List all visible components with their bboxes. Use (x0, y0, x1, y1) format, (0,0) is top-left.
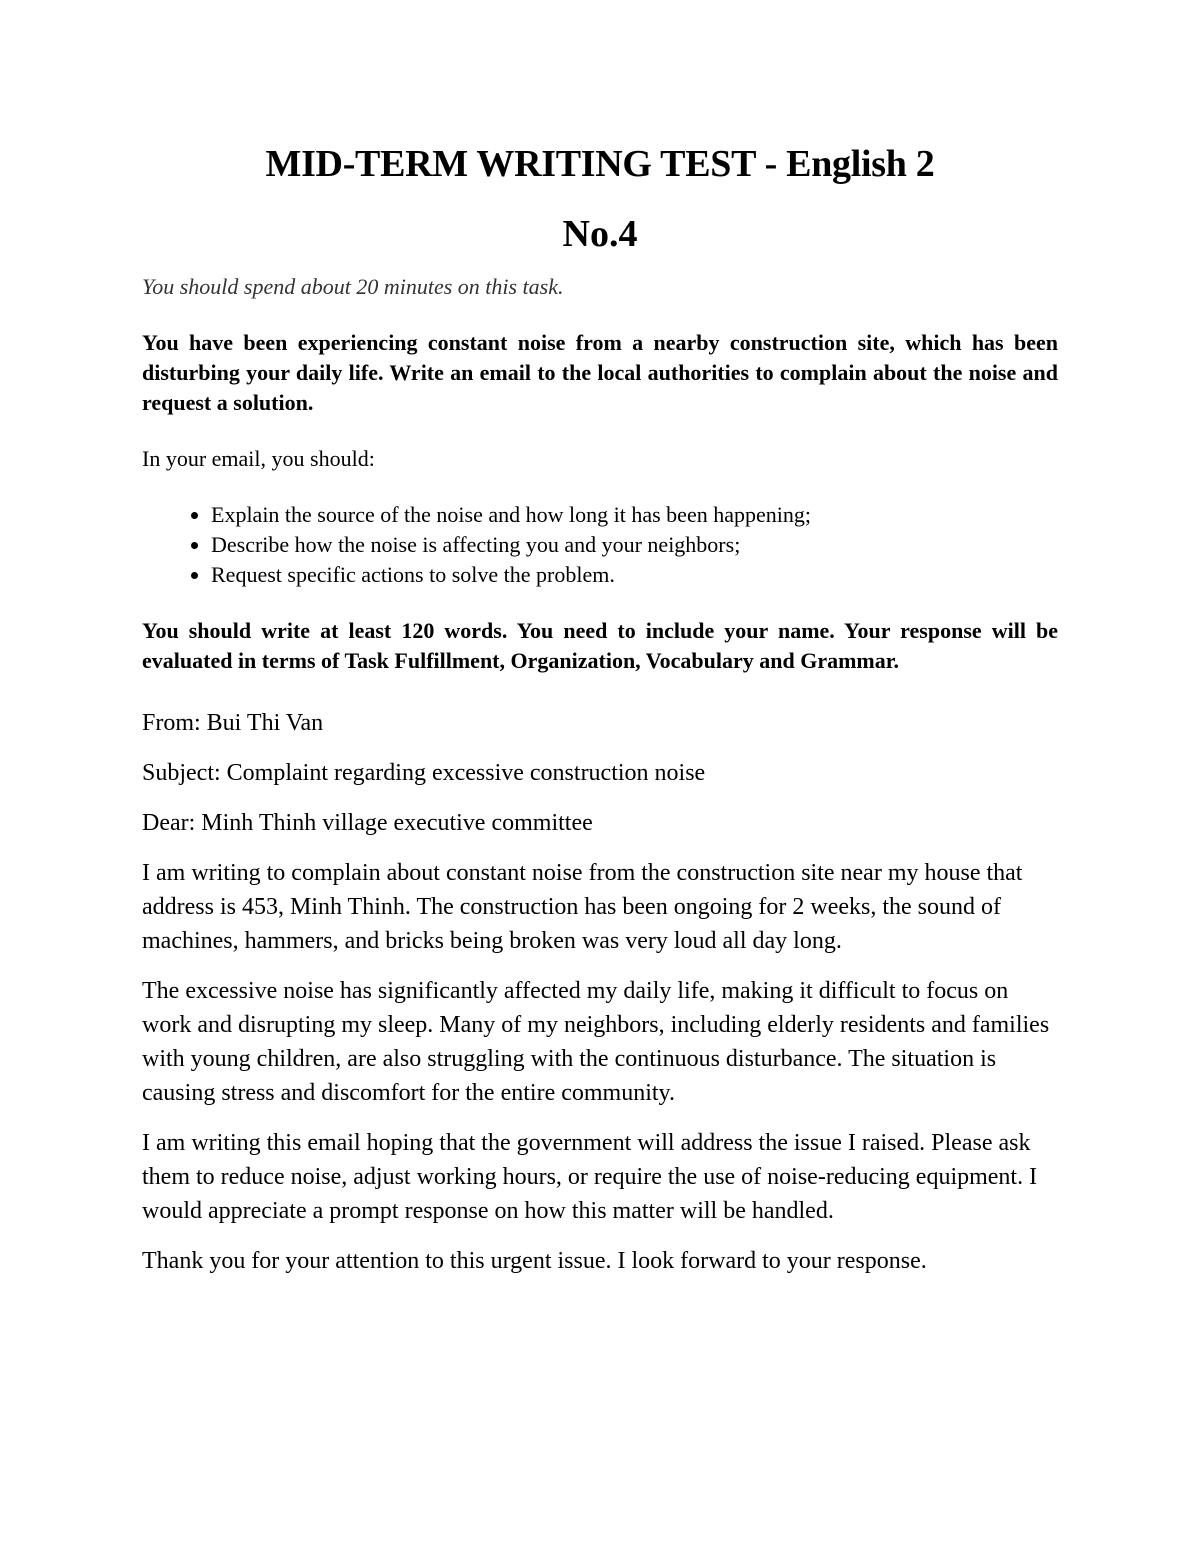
test-number: No.4 (562, 213, 638, 255)
list-item: • Explain the source of the noise and how long it has been happening; (211, 500, 1058, 530)
email-from: From: Bui Thi Van (142, 710, 324, 736)
task-points-list (142, 500, 1058, 590)
email-closing: Thank you for your attention to this urgent issue. I look forward to your response. (142, 1248, 927, 1274)
document-content (142, 140, 1058, 1294)
word-requirement: You should write at least 120 words. You need to include your name. Your response will be evaluated in terms of Task Fulfillment, Organization, Vocabulary and Grammar. (142, 618, 1058, 673)
email-subject: Subject: Complaint regarding excessive construction noise (142, 760, 706, 786)
list-item: • Request specific actions to solve the problem. (211, 560, 1058, 590)
task-prompt: You have been experiencing constant noise from a nearby construction site, which has been disturbing your daily life. Write an email to the local authorities to complain about the noise and request a solution. (142, 330, 1058, 415)
email-paragraph: I am writing this email hoping that the government will address the issue I raised. Please ask them to reduce noise, adjust working hours, or require the use of noise-reducing equipment. I would appreciate a prompt response on how this matter will be handled. (142, 1130, 1038, 1224)
email-greeting: Dear: Minh Thinh village executive committee (142, 810, 593, 836)
time-instruction: You should spend about 20 minutes on this task. (142, 274, 564, 299)
email-response (142, 706, 1058, 1278)
email-paragraph: I am writing to complain about constant noise from the construction site near my house that address is 453, Minh Thinh. The construction has been ongoing for 2 weeks, the sound of machines, hammers, and bricks being broken was very loud all day long. (142, 860, 1023, 954)
email-paragraph: The excessive noise has significantly affected my daily life, making it difficult to focus on work and disrupting my sleep. Many of my neighbors, including elderly residents and families with young children, are also struggling with the continuous disturbance. The situation is causing stress and discomfort for the entire community. (142, 978, 1050, 1106)
points-lead: In your email, you should: (142, 446, 375, 471)
page-title: MID-TERM WRITING TEST - English 2 (265, 143, 935, 185)
list-item: • Describe how the noise is affecting you and your neighbors; (211, 530, 1058, 560)
